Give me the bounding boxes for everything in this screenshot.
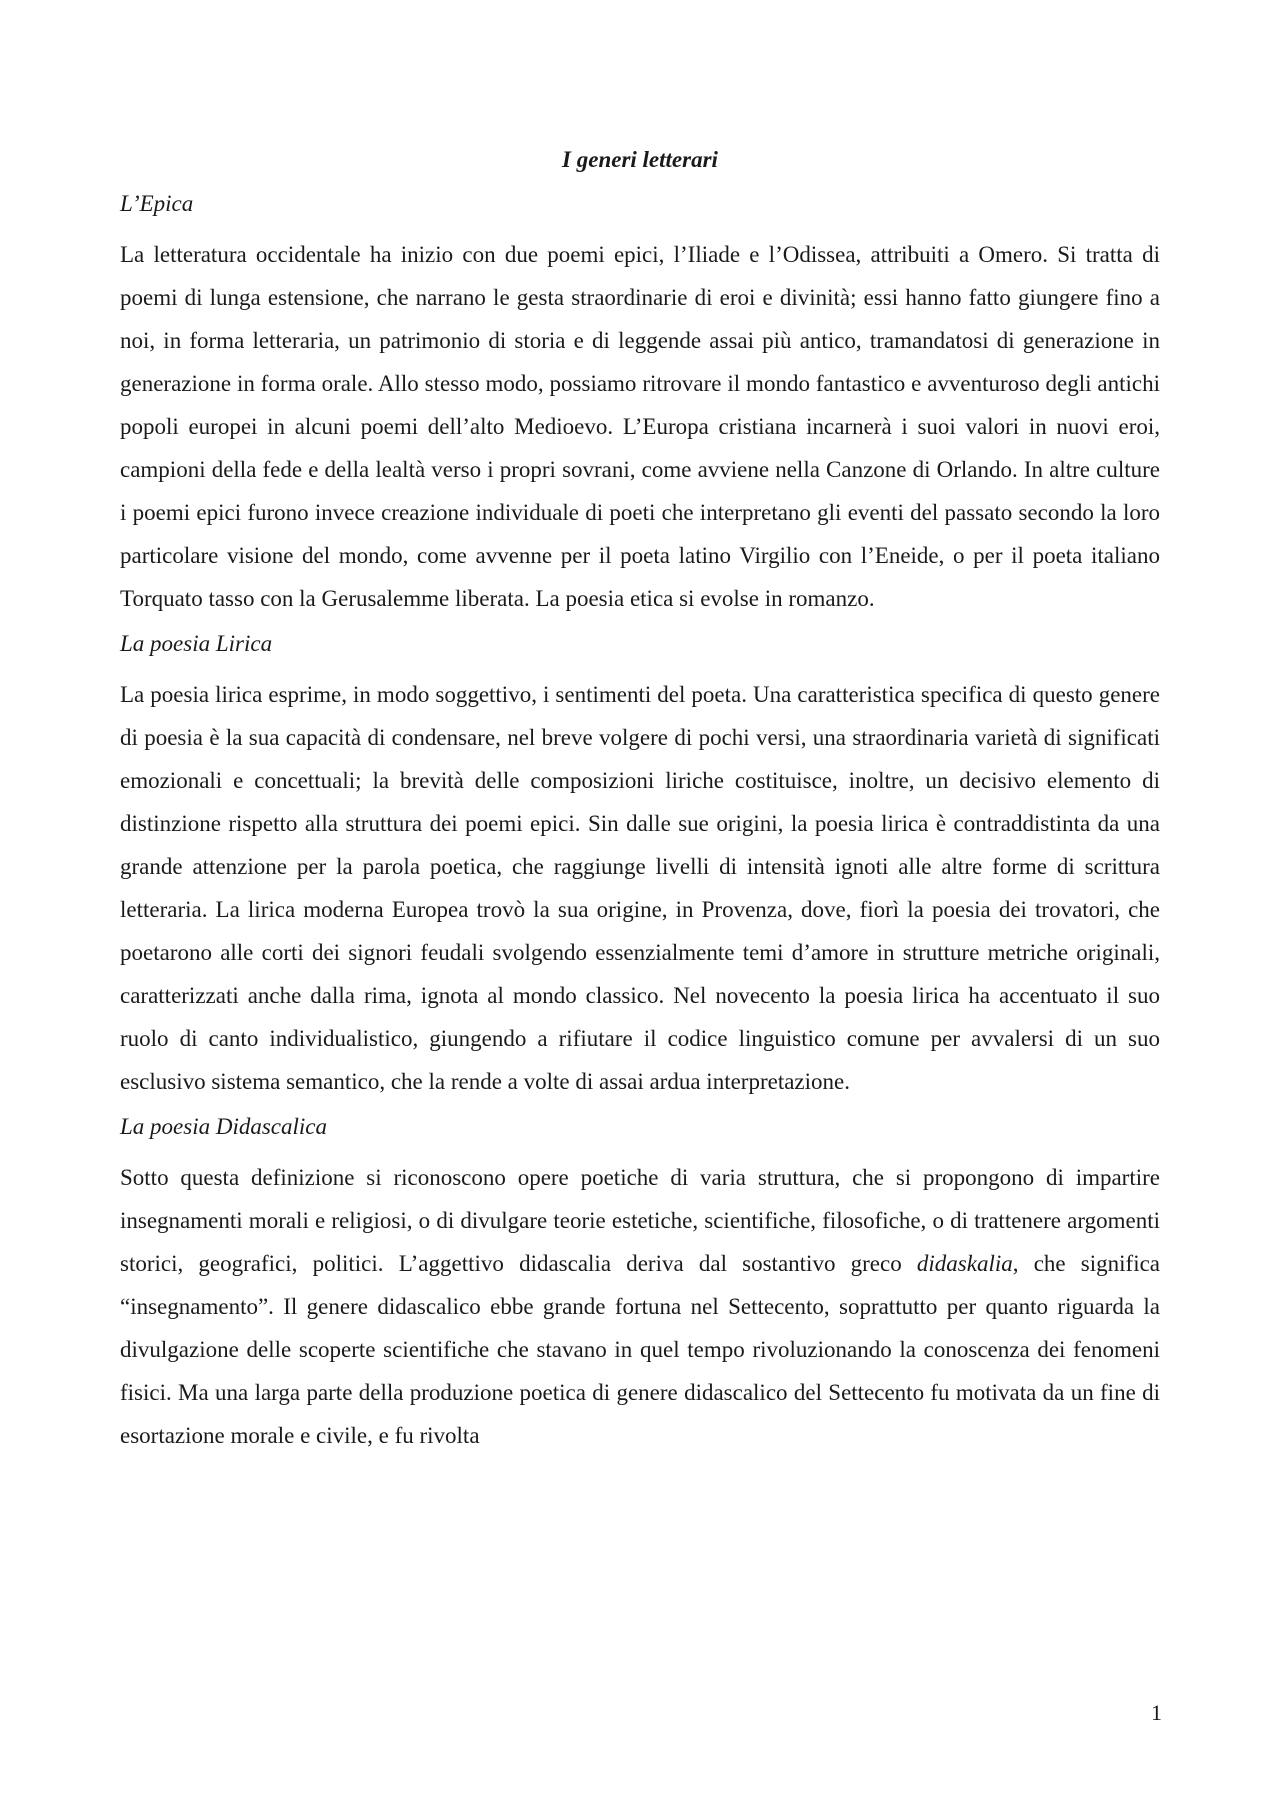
section-lirica xyxy=(120,629,1160,1103)
section-didascalica xyxy=(120,1112,1160,1457)
greek-term: didaskalia xyxy=(916,1251,1013,1276)
section-paragraph: La poesia lirica esprime, in modo soggettivo, i sentimenti del poeta. Una caratteristica specifica di questo genere di poesia è la sua capacità di condensare, nel breve volgere di pochi versi, una straordinaria varietà di significati emozionali e concettuali; la brevità delle composizioni liriche costituisce, inoltre, un decisivo elemento di distinzione rispetto alla struttura dei poemi epici. Sin dalle sue origini, la poesia lirica è contraddistinta da una grande attenzione per la parola poetica, che raggiunge livelli di intensità ignoti alle altre forme di scrittura letteraria. La lirica moderna Europea trovò la sua origine, in Provenza, dove, fiorì la poesia dei trovatori, che poetarono alle corti dei signori feudali svolgendo essenzialmente temi d’amore in strutture metriche originali, caratterizzati anche dalla rima, ignota al mondo classico. Nel novecento la poesia lirica ha accentuato il suo ruolo di canto individualistico, giungendo a rifiutare il codice linguistico comune per avvalersi di un suo esclusivo sistema semantico, che la rende a volte di assai ardua interpretazione. xyxy=(120,682,1160,1094)
section-paragraph xyxy=(120,1156,1160,1457)
section-heading: L’Epica xyxy=(120,191,194,216)
section-heading: La poesia Lirica xyxy=(120,631,273,656)
document-body xyxy=(120,145,1160,1466)
section-paragraph: La letteratura occidentale ha inizio con due poemi epici, l’Iliade e l’Odissea, attribuiti a Omero. Si tratta di poemi di lunga estensione, che narrano le gesta straordinarie di eroi e divinità; essi hanno fatto giungere fino a noi, in forma letteraria, un patrimonio di storia e di leggende assai più antico, tramandatosi di generazione in generazione in forma orale. Allo stesso modo, possiamo ritrovare il mondo fantastico e avventuroso degli antichi popoli europei in alcuni poemi dell’alto Medioevo. L’Europa cristiana incarnerà i suoi valori in nuovi eroi, campioni della fede e della lealtà verso i propri sovrani, come avviene nella Canzone di Orlando. In altre culture i poemi epici furono invece creazione individuale di poeti che interpretano gli eventi del passato secondo la loro particolare visione del mondo, come avvenne per il poeta latino Virgilio con l’Eneide, o per il poeta italiano Torquato tasso con la Gerusalemme liberata. La poesia etica si evolse in romanzo. xyxy=(120,242,1160,611)
page-title: I generi letterari xyxy=(562,147,718,172)
page-number: 1 xyxy=(1151,1700,1162,1725)
section-heading: La poesia Didascalica xyxy=(120,1114,327,1139)
paragraph-text-start: Sotto questa definizione si riconoscono opere poetiche di varia struttura, che si propongono di impartire insegnamenti morali e religiosi, o di divulgare teorie estetiche, scientifiche, filosofiche, o di trattenere argomenti storici, geografici, politici. L’aggettivo didascalia deriva dal sostantivo greco xyxy=(120,1165,1160,1276)
section-epica xyxy=(120,189,1160,620)
paragraph-text-end: , che significa “insegnamento”. Il genere didascalico ebbe grande fortuna nel Settecento, soprattutto per quanto riguarda la divulgazione delle scoperte scientifiche che stavano in quel tempo rivoluzionando la conoscenza dei fenomeni fisici. Ma una larga parte della produzione poetica di genere didascalico del Settecento fu motivata da un fine di esortazione morale e civile, e fu rivolta xyxy=(120,1251,1160,1448)
